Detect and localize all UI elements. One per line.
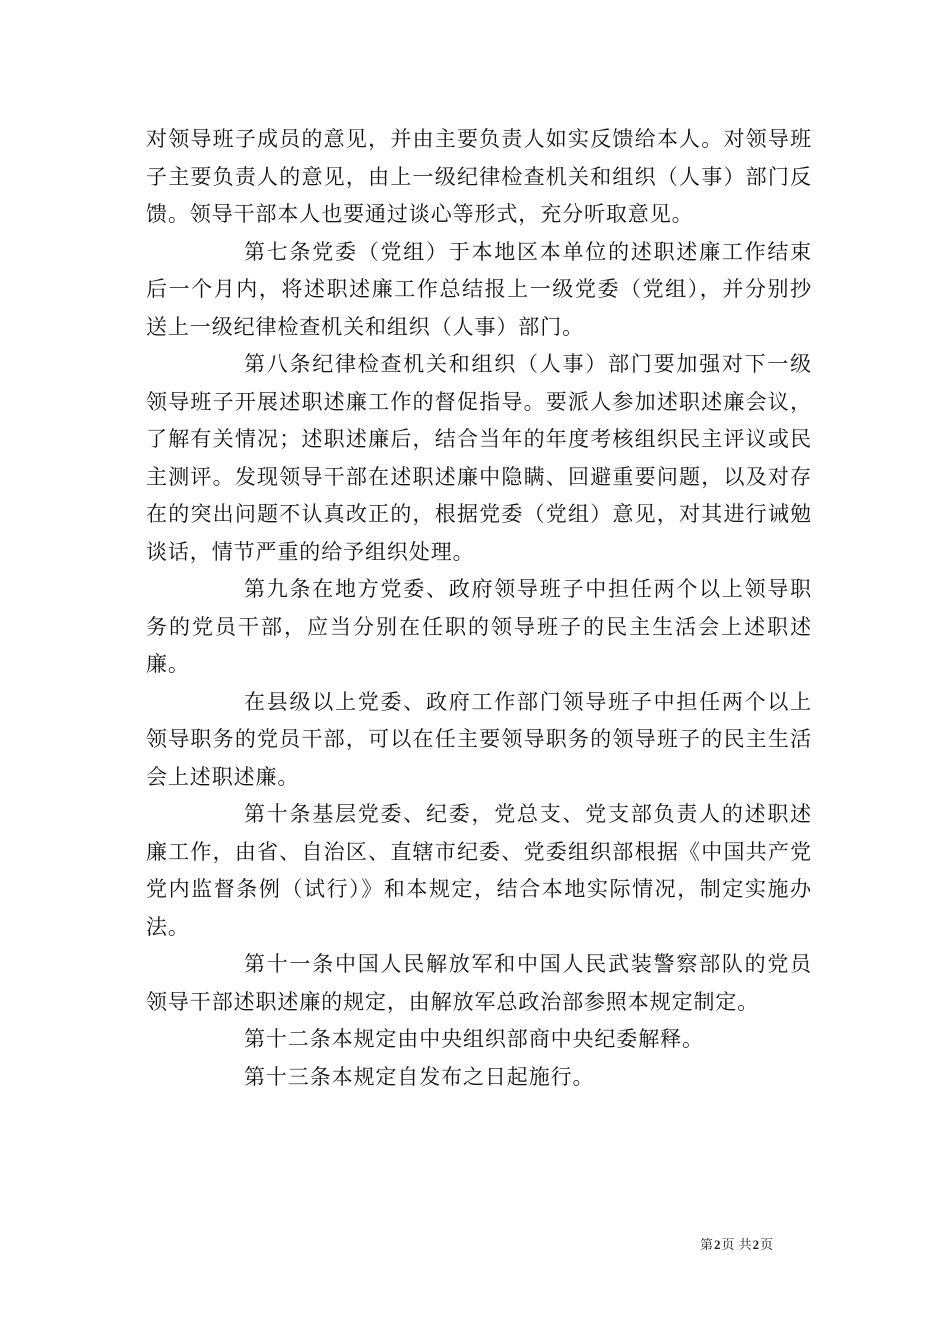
- footer-total-pages: 2: [752, 1237, 760, 1252]
- paragraph-article-10: 第十条基层党委、纪委，党总支、党支部负责人的述职述廉工作，由省、自治区、直辖市纪委、党委组织部根据《中国共产党党内监督条例（试行）》和本规定，结合本地实际情况，制定实施办法。: [146, 802, 812, 939]
- paragraph-article-8: 第八条纪律检查机关和组织（人事）部门要加强对下一级领导班子开展述职述廉工作的督促指导。要派人参加述职述廉会议，了解有关情况；述职述廉后，结合当年的年度考核组织民主评议或民主测评。发现领导干部在述职述廉中隐瞒、回避重要问题，以及对存在的突出问题不认真改正的，根据党委（党组）意见，对其进行诫勉谈话，情节严重的给予组织处理。: [146, 352, 812, 564]
- paragraph-article-9-county: 在县级以上党委、政府工作部门领导班子中担任两个以上领导职务的党员干部，可以在任主要领导职务的领导班子的民主生活会上述职述廉。: [146, 689, 812, 789]
- paragraph-article-7: 第七条党委（党组）于本地区本单位的述职述廉工作结束后一个月内，将述职述廉工作总结报上一级党委（党组），并分别抄送上一级纪律检查机关和组织（人事）部门。: [146, 239, 812, 339]
- page-footer: [700, 1234, 820, 1253]
- footer-prefix: 第: [700, 1238, 714, 1253]
- footer-suffix: 页: [760, 1238, 774, 1253]
- footer-current-page: 2: [714, 1237, 721, 1252]
- paragraph-article-9: 第九条在地方党委、政府领导班子中担任两个以上领导职务的党员干部，应当分别在任职的领导班子的民主生活会上述职述廉。: [146, 577, 812, 676]
- footer-middle: 页 共: [721, 1238, 752, 1253]
- paragraph-article-12: 第十二条本规定由中央组织部商中央纪委解释。: [244, 1027, 704, 1051]
- paragraph-article-13: 第十三条本规定自发布之日起施行。: [244, 1064, 595, 1089]
- paragraph-feedback-continuation: 对领导班子成员的意见，并由主要负责人如实反馈给本人。对领导班子主要负责人的意见，由上一级纪律检查机关和组织（人事）部门反馈。领导干部本人也要通过谈心等形式，充分听取意见。: [146, 127, 812, 226]
- document-body: [146, 121, 812, 1096]
- paragraph-article-11: 第十一条中国人民解放军和中国人民武装警察部队的党员领导干部述职述廉的规定，由解放军总政治部参照本规定制定。: [146, 952, 812, 1014]
